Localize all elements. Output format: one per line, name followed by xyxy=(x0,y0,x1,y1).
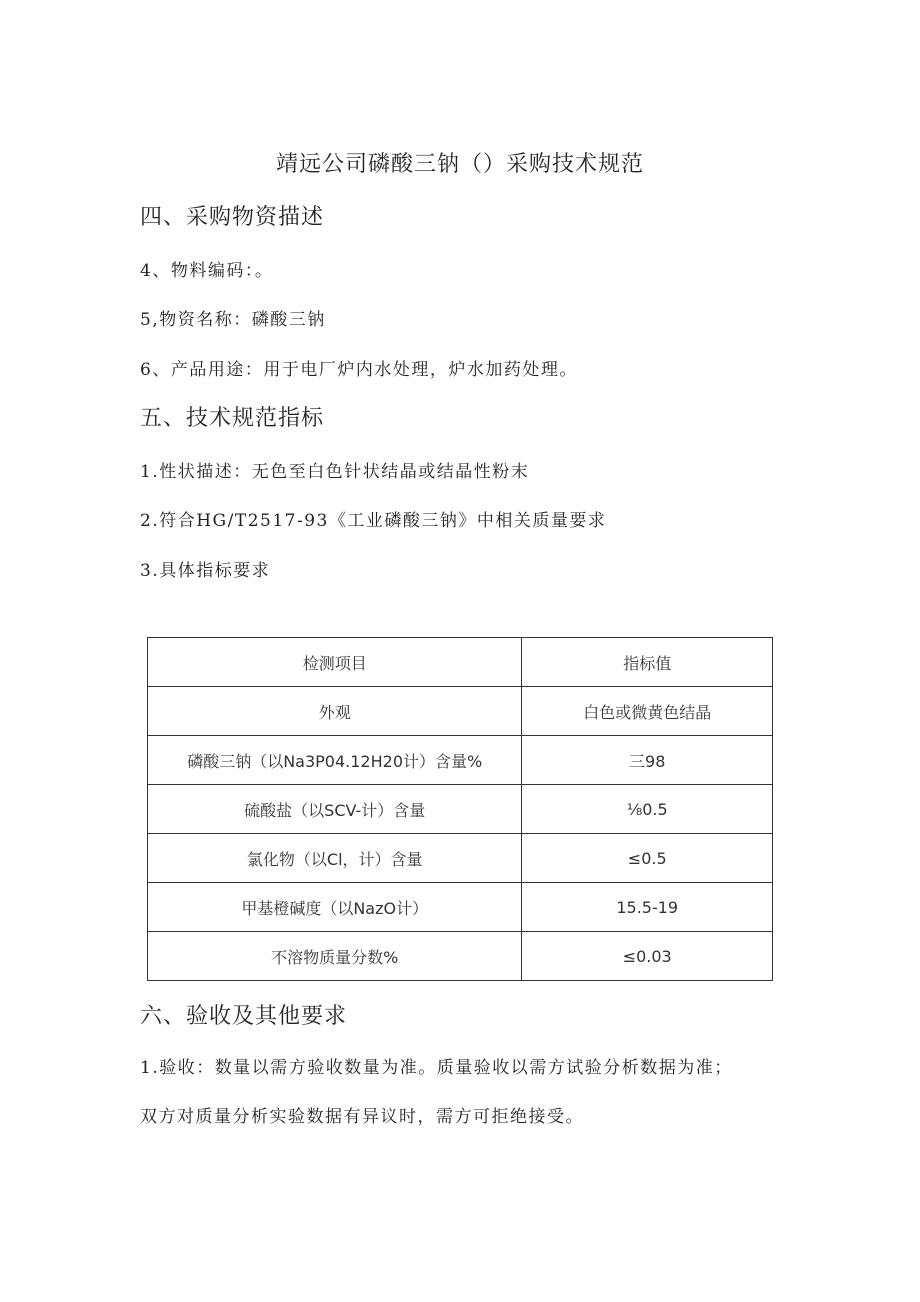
index-value-cell: ≤0.5 xyxy=(522,834,773,883)
index-value-cell: 15.5-19 xyxy=(522,883,773,932)
section-6-heading: 六、验收及其他要求 xyxy=(140,1004,348,1029)
test-item-cell: 硫酸盐（以SCV-计）含量 xyxy=(148,785,522,834)
index-value-cell: 白色或微黄色结晶 xyxy=(522,687,773,736)
table-row xyxy=(148,785,773,834)
appearance-description-line: 1.性状描述：无色至白色针状结晶或结晶性粉末 xyxy=(140,462,530,482)
material-code-line: 4、物料编码：。 xyxy=(140,261,274,281)
table-row xyxy=(148,932,773,981)
section-5-heading: 五、技术规范指标 xyxy=(140,406,325,431)
table-row xyxy=(148,834,773,883)
header-index-value: 指标值 xyxy=(522,638,773,687)
acceptance-line-2: 双方对质量分析实验数据有异议时，需方可拒绝接受。 xyxy=(140,1107,584,1127)
document-title: 靖远公司磷酸三钠（）采购技术规范 xyxy=(275,152,644,177)
test-item-cell: 甲基橙碱度（以NazO计） xyxy=(148,883,522,932)
table-row xyxy=(148,687,773,736)
table-header-row xyxy=(148,638,773,687)
table-row xyxy=(148,736,773,785)
product-usage-line: 6、产品用途：用于电厂炉内水处理，炉水加药处理。 xyxy=(140,360,578,380)
test-item-cell: 不溶物质量分数% xyxy=(148,932,522,981)
specification-table xyxy=(147,637,773,981)
header-test-item: 检测项目 xyxy=(148,638,522,687)
index-value-cell: 三98 xyxy=(522,736,773,785)
section-4-heading: 四、采购物资描述 xyxy=(140,205,325,230)
test-item-cell: 磷酸三钠（以Na3P04.12H20计）含量% xyxy=(148,736,522,785)
index-value-cell: ≤0.03 xyxy=(522,932,773,981)
index-value-cell: ⅛0.5 xyxy=(522,785,773,834)
test-item-cell: 氯化物（以Cl，计）含量 xyxy=(148,834,522,883)
specific-requirements-line: 3.具体指标要求 xyxy=(140,561,271,581)
acceptance-line-1: 1.验收：数量以需方验收数量为准。质量验收以需方试验分析数据为准； xyxy=(140,1058,733,1078)
table-row xyxy=(148,883,773,932)
material-name-line: 5,物资名称：磷酸三钠 xyxy=(140,310,326,330)
test-item-cell: 外观 xyxy=(148,687,522,736)
standard-compliance-line: 2.符合HG/T2517-93《工业磷酸三钠》中相关质量要求 xyxy=(140,511,607,531)
